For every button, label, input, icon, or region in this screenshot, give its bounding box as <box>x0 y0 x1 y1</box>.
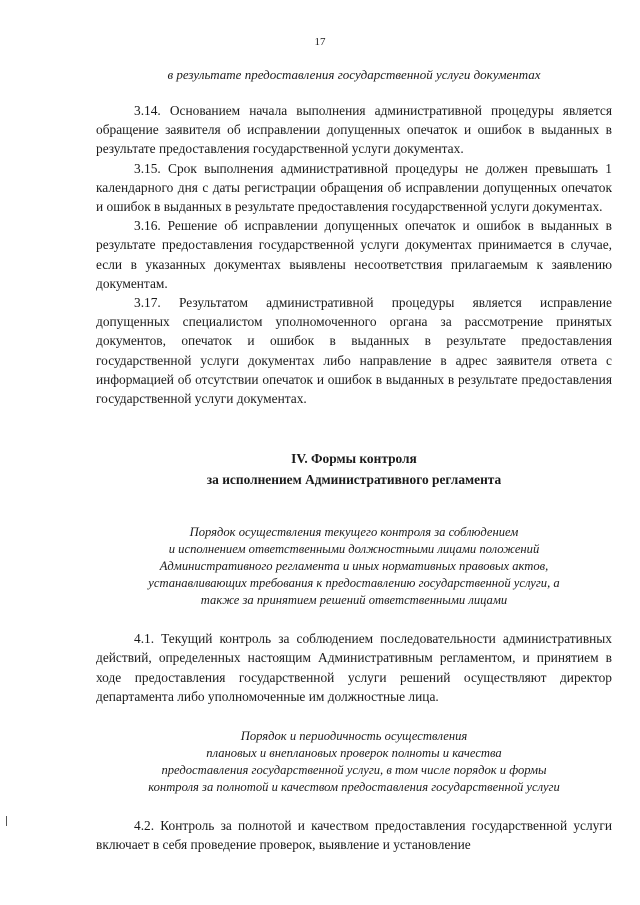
subheading-inspections <box>96 728 612 796</box>
page-number: 17 <box>314 36 326 48</box>
paragraph-4-1: 4.1. Текущий контроль за соблюдением последовательности административных действий, определенных настоящим Административным регламентом, и принятием в ходе предоставления государственной услуги решений осуществляют директор департамента либо уполномоченные им должностные лица. <box>96 631 612 704</box>
paragraph-3-15: 3.15. Срок выполнения административной процедуры не должен превышать 1 календарного дня с даты регистрации обращения об исправлении допущенных опечаток и ошибок в выданных в результате предоставления государственной услуги документах. <box>96 160 612 215</box>
section-subtitle: за исполнением Административного регламента <box>206 472 502 488</box>
subheading-line: Порядок и периодичность осуществления <box>240 729 468 744</box>
subheading-line: Административного регламента и иных нормативных правовых актов, <box>159 559 549 574</box>
subheading-line: плановых и внеплановых проверок полноты и качества <box>206 746 502 761</box>
subheading-line: устанавливающих требования к предоставлению государственной услуги, а <box>148 576 560 591</box>
paragraph-3-17: 3.17. Результатом административной процедуры является исправление допущенных специалистом уполномоченного органа за рассмотрение принятых документов, опечаток и ошибок в выданных в результате предоставления государственной услуги документах либо направление в адрес заявителя ответа с информацией об отсутствии опечаток и ошибок в выданных в результате предоставления государственной услуги документах. <box>96 295 612 407</box>
subheading-line: предоставления государственной услуги, в том числе порядок и формы <box>161 763 547 778</box>
page-content <box>96 66 612 854</box>
subheading-line: Порядок осуществления текущего контроля за соблюдением <box>189 525 519 540</box>
subheading-line: контроля за полнотой и качеством предоставления государственной услуги <box>148 780 560 795</box>
paragraph-3-16: 3.16. Решение об исправлении допущенных опечаток и ошибок в выданных в результате предоставления государственной услуги документах принимается в случае, если в указанных документах выявлены несоответствия прилагаемым к заявлению документам. <box>96 218 612 291</box>
scan-margin-mark <box>6 816 7 826</box>
subheading-line: и исполнением ответственными должностными лицами положений <box>168 542 540 557</box>
paragraph-3-14: 3.14. Основанием начала выполнения административной процедуры является обращение заявителя об исправлении допущенных опечаток и ошибок в выданных в результате предоставления государственной услуги документах. <box>96 103 612 157</box>
carryover-heading: в результате предоставления государственной услуги документах <box>167 67 541 82</box>
section-title: IV. Формы контроля <box>291 451 417 467</box>
subheading-current-control <box>96 524 612 609</box>
paragraph-4-2: 4.2. Контроль за полнотой и качеством предоставления государственной услуги включает в себя проведение проверок, выявление и установление <box>96 818 612 853</box>
subheading-line: также за принятием решений ответственными лицами <box>200 593 508 608</box>
